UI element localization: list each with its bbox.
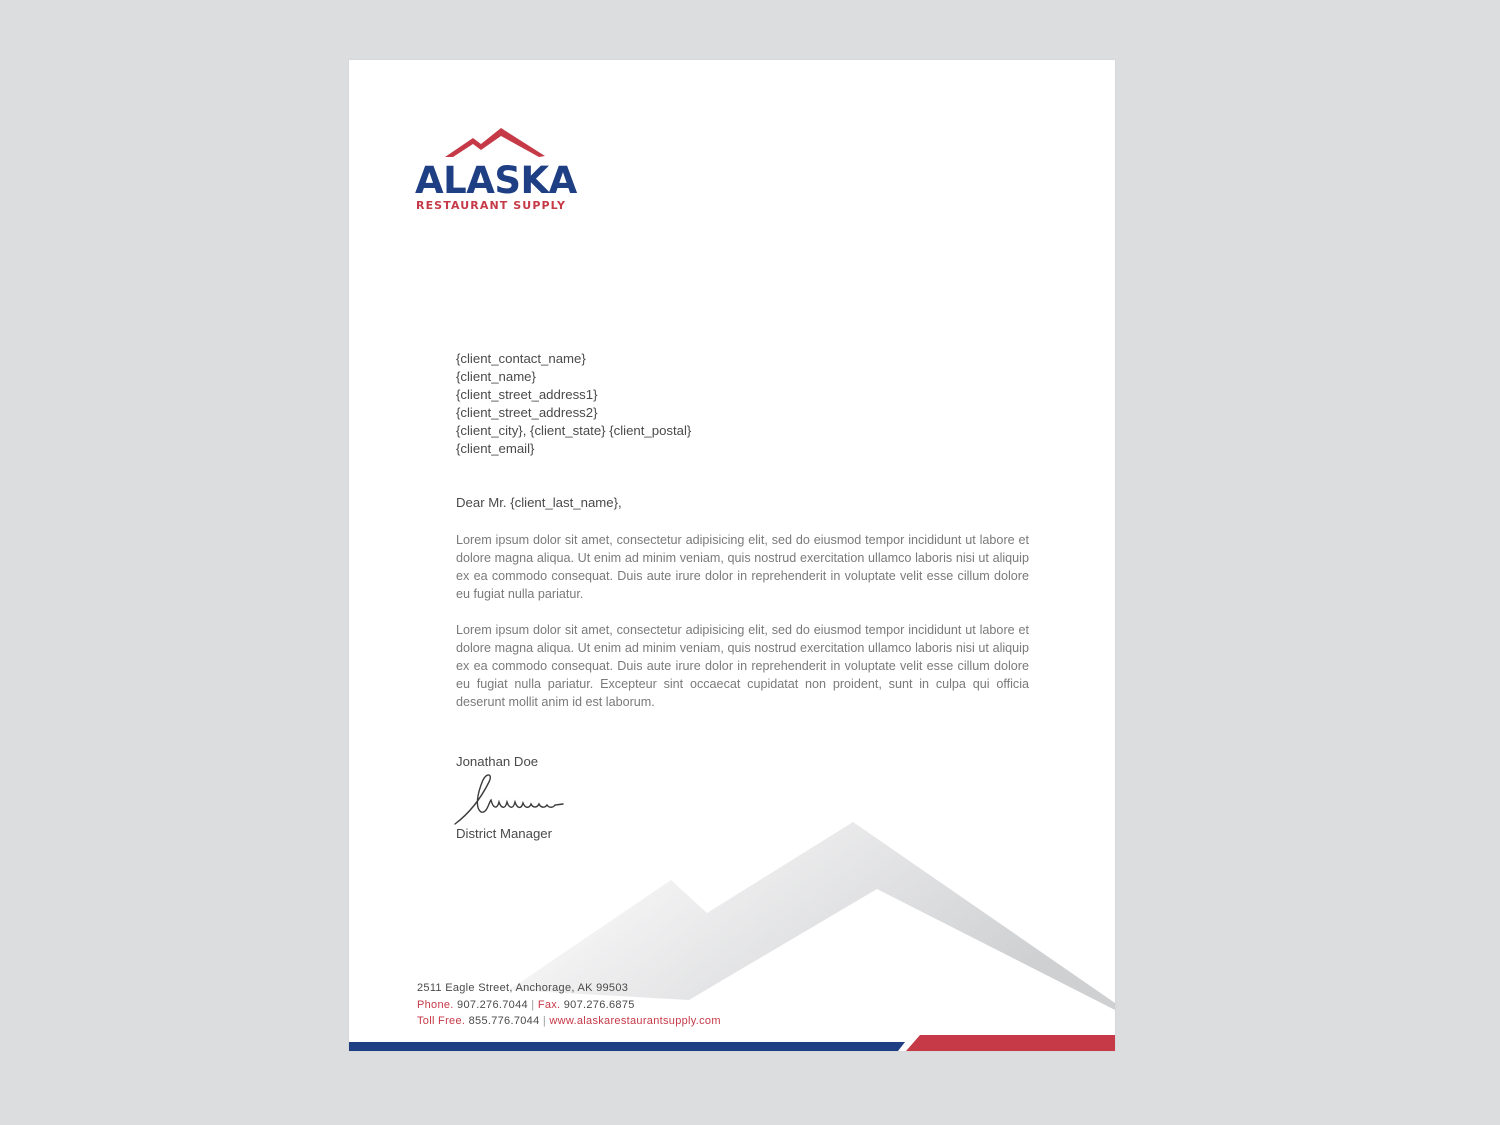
logo-wordmark: ALASKA xyxy=(415,159,577,202)
recipient-street2: {client_street_address2} xyxy=(456,405,598,420)
signer-name: Jonathan Doe xyxy=(456,754,539,769)
letter-paragraph-1: Lorem ipsum dolor sit amet, consectetur adipisicing elit, sed do eiusmod tempor incididunt ut labore et dolore magna aliqua. Ut enim ad minim veniam, quis nostrud exercitation ullamco laboris nisi ut aliquip ex ea commodo consequat. Duis aute irure dolor in reprehenderit in voluptate velit esse cillum dolore eu fugiat nulla pariatur. xyxy=(456,533,1029,601)
fax-label: Fax. xyxy=(537,998,561,1011)
tollfree-label: Toll Free. xyxy=(417,1015,466,1027)
website-link[interactable]: www.alaskarestaurantsupply.com xyxy=(549,1015,721,1027)
letter-greeting: Dear Mr. {client_last_name}, xyxy=(456,495,622,510)
phone-number: 907.276.7044 xyxy=(457,998,528,1011)
red-bar xyxy=(906,1035,1115,1051)
letter-paragraph-2: Lorem ipsum dolor sit amet, consectetur adipisicing elit, sed do eiusmod tempor incididunt ut labore et dolore magna aliqua. Ut enim ad minim veniam, quis nostrud exercitation ullamco laboris nisi ut aliquip ex ea commodo consequat. Duis aute irure dolor in reprehenderit in voluptate velit esse cillum dolore eu fugiat nulla pariatur. Excepteur sint occaecat cupidatat non proident, sunt in culpa qui officia deserunt mollit anim id est laborum. xyxy=(456,623,1029,709)
footer-color-bars xyxy=(349,60,1115,1051)
separator: | xyxy=(531,998,535,1011)
logo-tagline: RESTAURANT SUPPLY xyxy=(416,199,567,212)
separator: | xyxy=(542,1015,547,1027)
phone-label: Phone. xyxy=(417,998,454,1011)
letterhead-sheet xyxy=(349,60,1115,1051)
recipient-email: {client_email} xyxy=(456,441,535,456)
signer-title: District Manager xyxy=(456,826,553,841)
fax-number: 907.276.6875 xyxy=(563,998,635,1011)
recipient-street1: {client_street_address1} xyxy=(456,387,598,402)
tollfree-number: 855.776.7044 xyxy=(468,1015,540,1027)
navy-bar xyxy=(349,1042,905,1051)
recipient-city-line: {client_city}, {client_state} {client_postal} xyxy=(456,423,692,438)
recipient-name: {client_name} xyxy=(456,369,536,384)
recipient-contact-name: {client_contact_name} xyxy=(456,351,586,366)
footer-address: 2511 Eagle Street, Anchorage, AK 99503 xyxy=(417,982,629,994)
